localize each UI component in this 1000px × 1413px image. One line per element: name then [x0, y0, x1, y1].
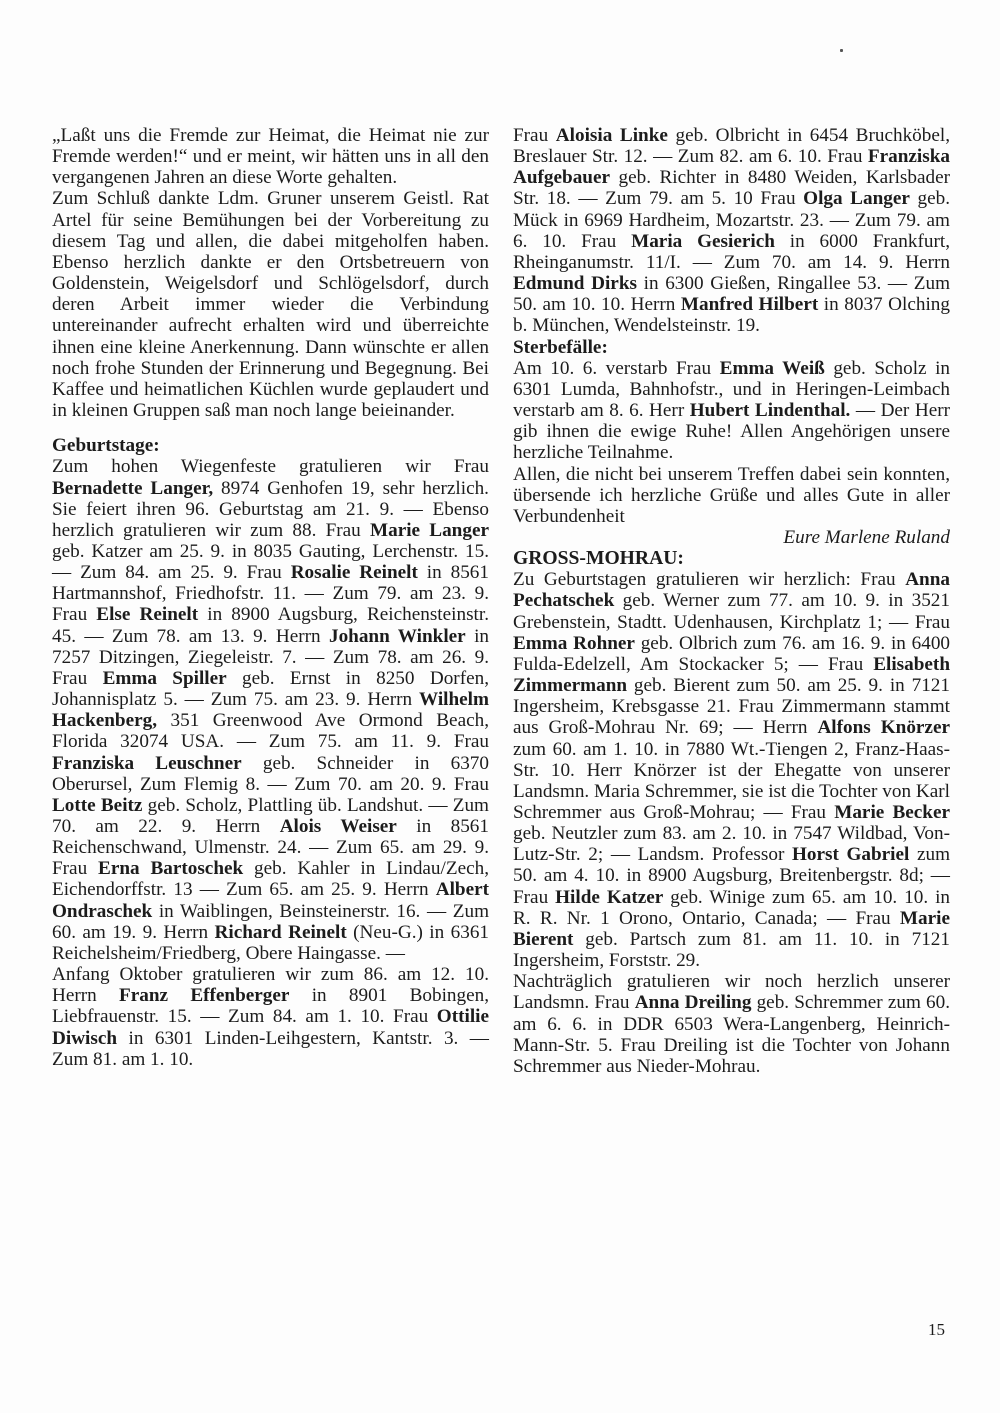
- text-segment: in 6300 Gießen, Ringallee 53. — Zum 50. am 10. 10. Herrn: [513, 273, 950, 316]
- text-segment: zum 50. am 4. 10. in 8900 Augsburg, Breitenbergstr. 8d; — Frau: [513, 844, 950, 908]
- person-name: Aloisia Linke: [555, 125, 668, 146]
- person-name: Bernadette Langer,: [52, 477, 214, 499]
- person-name: Alois Weiser: [279, 816, 397, 837]
- text-segment: zum 60. am 1. 10. in 7880 Wt.-Tiengen 2, Franz-Haas-Str. 10. Herr Knörzer ist der Ehegatte von unserer Landsmn. Maria Schremmer, sie ist die Tochter von Karl Schremmer aus Groß-Mohrau; — Frau: [513, 738, 950, 823]
- person-name: Olga Langer: [803, 188, 910, 210]
- text-segment: geb. Neutzler zum 83. am 2. 10. in 7547 Wildbad, Von-Lutz-Str. 2; — Landsm. Professor: [513, 823, 950, 866]
- text-segment: — Der Herr gib ihnen die ewige Ruhe! Allen Angehörigen unsere herzliche Teilnahme.: [513, 400, 950, 464]
- person-name: Albert Ondraschek: [52, 879, 489, 922]
- signature: Eure Marlene Ruland: [783, 526, 950, 548]
- text-segment: geb. Bierent zum 50. am 25. 9. in 7121 Ingersheim, Krebsgasse 21. Frau Zimmermann stammt aus Groß-Mohrau Nr. 69; — Herrn: [513, 675, 950, 739]
- person-name: Wilhelm Hackenberg,: [52, 689, 489, 732]
- text-segment: geb. Scholz in 6301 Lumda, Bahnhofstr., und in Heringen-Leimbach verstarb am 8. 6. Herr: [513, 357, 950, 422]
- belated-birthday-paragraph: [513, 971, 950, 1077]
- greetings-paragraph: Allen, die nicht bei unserem Treffen dabei sein konnten, übersende ich herzliche Grüße und alles Gute in aller Verbundenheit: [513, 463, 950, 527]
- text-segment: in 8900 Augsburg, Reichensteinstr. 45. — Zum 78. am 13. 9. Herrn: [52, 604, 490, 647]
- person-name: Anna Dreiling: [634, 992, 752, 1014]
- person-name: Edmund Dirks: [513, 273, 637, 295]
- text-segment: geb. Scholz, Plattling üb. Landshut. — Zum 70. am 22. 9. Herrn: [52, 794, 489, 837]
- person-name: Marie Langer: [370, 519, 489, 541]
- text-segment: in 8561 Hartmannshof, Friedhofstr. 11. — Zum 79. am 23. 9. Frau: [52, 562, 489, 626]
- person-name: Emma Spiller: [102, 667, 227, 689]
- right-column: [513, 125, 950, 1077]
- text-segment: in 6301 Linden-Leihgestern, Kantstr. 3. — Zum 81. am 1. 10.: [52, 1027, 489, 1070]
- person-name: Horst Gabriel: [791, 844, 910, 866]
- page-number: 15: [928, 1320, 945, 1339]
- birthdays-paragraph: [52, 456, 489, 964]
- person-name: Else Reinelt: [96, 604, 199, 626]
- left-column: [52, 125, 489, 1070]
- text-segment: geb. Olbricht in 6454 Bruchköbel, Breslauer Str. 12. — Zum 82. am 6. 10. Frau: [513, 125, 950, 168]
- person-name: Franz Effenberger: [119, 985, 290, 1007]
- text-segment: in Waiblingen, Beinsteinerstr. 16. — Zum 60. am 19. 9. Herrn: [52, 900, 489, 943]
- text-segment: Zu Geburtstagen gratulieren wir herzlich: Frau: [513, 569, 906, 591]
- text-segment: Am 10. 6. verstarb Frau: [513, 357, 720, 379]
- deaths-paragraph: [513, 358, 950, 464]
- text-segment: in 6000 Frankfurt, Rheinganumstr. 11/I. — Zum 70. am 14. 9. Herrn: [513, 230, 951, 273]
- gross-mohrau-birthdays-paragraph: [513, 569, 950, 971]
- text-segment: geb. Werner zum 77. am 10. 9. in 3521 Grebenstein, Stadtt. Udenhausen, Kirchplatz 1; — Frau: [513, 590, 950, 633]
- person-name: Emma Weiß: [719, 357, 825, 379]
- birthdays-heading: Geburtstage:: [52, 435, 160, 457]
- text-segment: geb. Partsch zum 81. am 11. 10. in 7121 Ingersheim, Forststr. 29.: [513, 928, 950, 972]
- text-segment: geb. Schneider in 6370 Oberursel, Zum Flemig 8. — Zum 70. am 20. 9. Frau: [52, 752, 489, 795]
- person-name: Maria Gesierich: [631, 230, 775, 252]
- text-segment: geb. Olbrich zum 76. am 16. 9. in 6400 Fulda-Edelzell, Am Stockacker 5; — Frau: [513, 632, 951, 675]
- text-segment: geb. Schremmer zum 60. am 6. 6. in DDR 6503 Wera-Langenberg, Heinrich-Mann-Str. 5. Frau Dreiling ist die Tochter von Johann Schremmer aus Nieder-Mohrau.: [513, 992, 950, 1077]
- deaths-heading: Sterbefälle:: [513, 336, 608, 358]
- text-segment: Frau: [513, 125, 556, 146]
- person-name: Marie Bierent: [513, 907, 950, 950]
- october-birthdays-continued: [513, 125, 950, 337]
- person-name: Rosalie Reinelt: [290, 562, 418, 584]
- spacer: [52, 421, 489, 435]
- person-name: Alfons Knörzer: [817, 717, 950, 739]
- person-name: Elisabeth Zimmermann: [513, 653, 950, 697]
- text-segment: geb. Ernst in 8250 Dorfen, Johannisplatz 5. — Zum 75. am 23. 9. Herrn: [52, 667, 489, 711]
- text-segment: 8974 Genhofen 19, sehr herzlich. Sie feiert ihren 96. Geburtstag am 21. 9. — Ebenso herzlich gratulieren wir zum 88. Frau: [52, 477, 489, 541]
- text-segment: (Neu-G.) in 6361 Reichelsheim/Friedberg, Obere Haingasse. —: [52, 921, 490, 964]
- person-name: Hubert Lindenthal.: [689, 400, 851, 422]
- text-segment: Anfang Oktober gratulieren wir zum 86. am 12. 10. Herrn: [52, 964, 489, 1007]
- person-name: Johann Winkler: [328, 625, 466, 647]
- person-name: Lotte Beitz: [52, 794, 143, 816]
- text-segment: geb. Richter in 8480 Weiden, Karlsbader Str. 18. — Zum 79. am 5. 10 Frau: [513, 167, 950, 210]
- text-segment: Nachträglich gratulieren wir noch herzlich unserer Landsmn. Frau: [513, 971, 950, 1014]
- person-name: Franziska Aufgebauer: [513, 146, 950, 189]
- person-name: Hilde Katzer: [555, 886, 664, 908]
- thanks-paragraph: Zum Schluß dankte Ldm. Gruner unserem Geistl. Rat Artel für seine Bemühungen bei der Vorbereitung zu diesem Tag und allen, die dabei mitgeholfen haben. Ebenso herzlich dankte er den Ortsbetreuern von Goldenstein, Weigelsdorf und Schlögelsdorf, durch deren Arbeit immer wieder die Verbindung untereinander aufrecht erhalten wird und überreichte ihnen eine kleine Anerkennung. Dann wünschte er allen noch frohe Stunden der Erinnerung und Begegnung. Bei Kaffee und heimatlichen Küchlen wurde geplaudert und in kleinen Gruppen saß man noch lange beieinander.: [52, 188, 489, 422]
- text-segment: in 8037 Olching b. München, Wendelsteinstr. 19.: [513, 294, 950, 337]
- person-name: Emma Rohner: [513, 632, 635, 654]
- text-segment: Zum hohen Wiegenfeste gratulieren wir Frau: [52, 456, 489, 478]
- october-birthdays-paragraph: [52, 964, 489, 1070]
- gross-mohrau-heading: GROSS-MOHRAU:: [513, 548, 684, 570]
- text-segment: geb. Mück in 6969 Hardheim, Mozartstr. 23. — Zum 79. am 6. 10. Frau: [513, 188, 950, 252]
- text-segment: in 8901 Bobingen, Liebfrauenstr. 15. — Zum 84. am 1. 10. Frau: [52, 985, 489, 1028]
- text-segment: geb. Winige zum 65. am 10. 10. in R. R. Nr. 1 Orono, Ontario, Canada; — Frau: [513, 886, 950, 929]
- person-name: Anna Pechatschek: [513, 569, 950, 612]
- scan-speck: [840, 49, 843, 52]
- text-segment: geb. Katzer am 25. 9. in 8035 Gauting, Lerchenstr. 15. — Zum 84. am 25. 9. Frau: [52, 540, 489, 584]
- person-name: Richard Reinelt: [214, 921, 347, 943]
- text-segment: in 8561 Reichenschwand, Ulmenstr. 24. — Zum 65. am 29. 9. Frau: [52, 816, 489, 880]
- person-name: Erna Bartoschek: [98, 858, 244, 880]
- text-segment: geb. Kahler in Lindau/Zech, Eichendorffstr. 13 — Zum 65. am 25. 9. Herrn: [52, 858, 489, 901]
- person-name: Marie Becker: [834, 802, 951, 823]
- person-name: Manfred Hilbert: [680, 294, 819, 316]
- text-segment: 351 Greenwood Ave Ormond Beach, Florida 32074 USA. — Zum 75. am 11. 9. Frau: [52, 710, 489, 753]
- quote-paragraph: „Laßt uns die Fremde zur Heimat, die Heimat nie zur Fremde werden!“ und er meint, wir hätten uns in all den vergangenen Jahren an diese Worte gehalten.: [52, 125, 489, 189]
- text-segment: in 7257 Ditzingen, Ziegeleistr. 7. — Zum 78. am 26. 9. Frau: [52, 625, 489, 689]
- person-name: Franziska Leuschner: [52, 752, 242, 774]
- person-name: Ottilie Diwisch: [52, 1006, 489, 1049]
